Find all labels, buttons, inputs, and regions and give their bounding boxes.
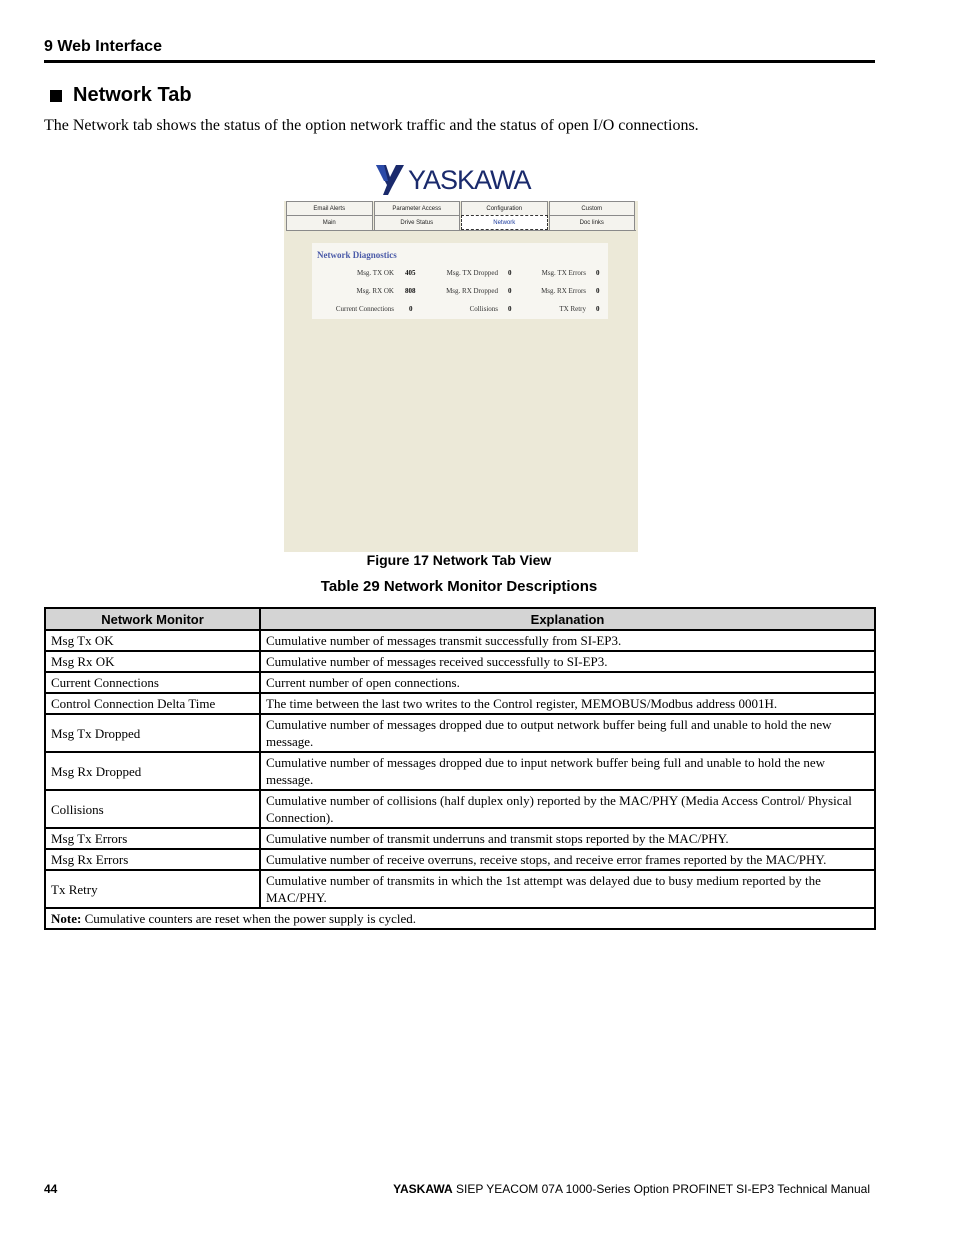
yaskawa-mark-icon	[374, 163, 406, 197]
table-header-row	[45, 608, 875, 630]
monitor-name: Msg Rx OK	[45, 651, 260, 672]
table-row	[45, 714, 875, 752]
diag-value: 0	[508, 269, 512, 277]
network-monitor-table	[44, 607, 876, 930]
table-row	[45, 630, 875, 651]
note-text: Cumulative counters are reset when the power supply is cycled.	[81, 911, 416, 926]
chapter-header: 9 Web Interface	[44, 38, 162, 55]
diag-value: 0	[508, 305, 512, 313]
diag-label: TX Retry	[559, 305, 586, 313]
section-title: Network Tab	[73, 84, 192, 106]
diag-value: 0	[508, 287, 512, 295]
tab-configuration[interactable]: Configuration	[461, 201, 548, 215]
logo-area	[284, 155, 638, 201]
tab-row-2	[286, 215, 636, 230]
header-rule	[44, 60, 875, 63]
monitor-explanation: Current number of open connections.	[260, 672, 875, 693]
monitor-name: Msg Tx OK	[45, 630, 260, 651]
diag-label: Msg. TX OK	[356, 269, 394, 277]
monitor-explanation: Cumulative number of collisions (half duplex only) reported by the MAC/PHY (Media Access Control/ Physical Connection).	[260, 790, 875, 828]
diagnostics-title: Network Diagnostics	[317, 250, 397, 260]
monitor-name: Msg Tx Dropped	[45, 714, 260, 752]
monitor-explanation: Cumulative number of messages dropped due to output network buffer being full and unable to hold the new message.	[260, 714, 875, 752]
logo-wordmark: YASKAWA	[408, 164, 531, 195]
monitor-name: Msg Rx Errors	[45, 849, 260, 870]
table-row	[45, 849, 875, 870]
diag-label: Msg. TX Errors	[541, 269, 586, 277]
section-heading	[50, 84, 192, 107]
table-row	[45, 693, 875, 714]
table-note-row	[45, 908, 875, 929]
table-caption: Table 29 Network Monitor Descriptions	[320, 578, 598, 595]
diag-value: 0	[596, 287, 600, 295]
network-diagnostics-panel	[312, 243, 608, 319]
column-header: Network Monitor	[45, 608, 260, 630]
diag-label: Msg. TX Dropped	[446, 269, 498, 277]
table-row	[45, 752, 875, 790]
network-tab-screenshot	[284, 155, 638, 552]
monitor-name: Msg Rx Dropped	[45, 752, 260, 790]
diag-value: 0	[409, 305, 413, 313]
table-note	[45, 908, 875, 929]
diag-label: Msg. RX Dropped	[446, 287, 498, 295]
tab-row-1	[286, 201, 636, 215]
footer-title-text: SIEP YEACOM 07A 1000-Series Option PROFINET SI-EP3 Technical Manual	[452, 1182, 870, 1196]
tab-parameter-access[interactable]: Parameter Access	[374, 201, 461, 215]
tab-main[interactable]: Main	[286, 215, 373, 230]
diag-label: Collisions	[469, 305, 498, 313]
tab-custom[interactable]: Custom	[549, 201, 636, 215]
diag-label: Current Connections	[335, 305, 394, 313]
diag-value: 405	[405, 269, 416, 277]
monitor-explanation: Cumulative number of receive overruns, receive stops, and receive error frames reported by the MAC/PHY.	[260, 849, 875, 870]
table-row	[45, 790, 875, 828]
table-row	[45, 828, 875, 849]
diag-value: 808	[405, 287, 416, 295]
diag-label: Msg. RX Errors	[541, 287, 586, 295]
tab-drive-status[interactable]: Drive Status	[374, 215, 461, 230]
monitor-name: Collisions	[45, 790, 260, 828]
diag-value: 0	[596, 269, 600, 277]
monitor-name: Msg Tx Errors	[45, 828, 260, 849]
table-row	[45, 672, 875, 693]
footer-manual-title	[393, 1182, 870, 1196]
tab-divider	[286, 230, 636, 231]
tab-doc-links[interactable]: Doc links	[549, 215, 636, 230]
monitor-explanation: Cumulative number of messages received successfully to SI-EP3.	[260, 651, 875, 672]
monitor-explanation: Cumulative number of transmits in which the 1st attempt was delayed due to busy medium reported by the MAC/PHY.	[260, 870, 875, 908]
monitor-explanation: Cumulative number of messages dropped due to input network buffer being full and unable to hold the new message.	[260, 752, 875, 790]
monitor-explanation: Cumulative number of transmit underruns and transmit stops reported by the MAC/PHY.	[260, 828, 875, 849]
tab-network[interactable]: Network	[461, 215, 548, 230]
footer-brand: YASKAWA	[393, 1182, 453, 1196]
table-row	[45, 870, 875, 908]
table-row	[45, 651, 875, 672]
figure-caption: Figure 17 Network Tab View	[366, 552, 552, 568]
diag-label: Msg. RX OK	[356, 287, 394, 295]
intro-paragraph: The Network tab shows the status of the option network traffic and the status of open I/O connections.	[44, 117, 699, 134]
monitor-name: Tx Retry	[45, 870, 260, 908]
monitor-explanation: Cumulative number of messages transmit successfully from SI-EP3.	[260, 630, 875, 651]
note-label: Note:	[51, 911, 82, 926]
monitor-name: Current Connections	[45, 672, 260, 693]
tab-email-alerts[interactable]: Email Alerts	[286, 201, 373, 215]
monitor-explanation: The time between the last two writes to the Control register, MEMOBUS/Modbus address 0001H.	[260, 693, 875, 714]
page-number: 44	[44, 1182, 58, 1196]
column-header: Explanation	[260, 608, 875, 630]
yaskawa-logo	[374, 163, 531, 197]
bullet-square-icon	[50, 90, 62, 102]
monitor-name: Control Connection Delta Time	[45, 693, 260, 714]
diag-value: 0	[596, 305, 600, 313]
